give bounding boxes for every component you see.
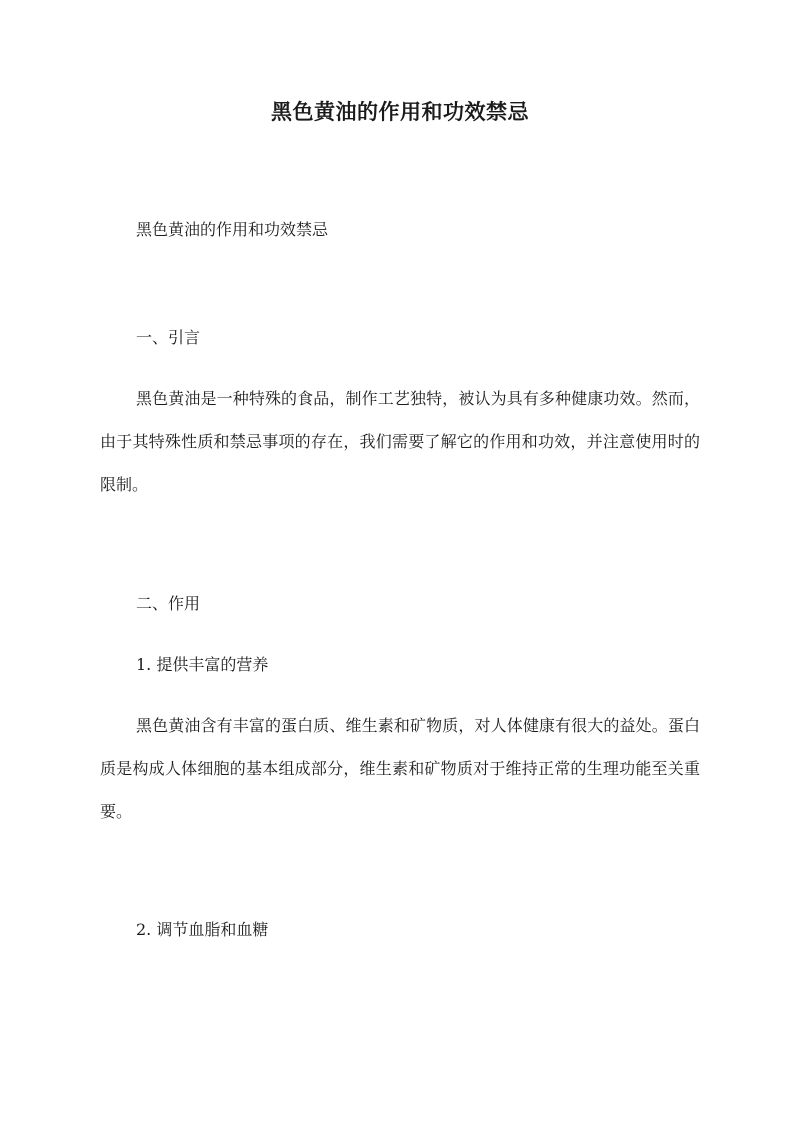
nutrition-paragraph: 黑色黄油含有丰富的蛋白质、维生素和矿物质，对人体健康有很大的益处。蛋白质是构成人体细胞的基本组成部分，维生素和矿物质对于维持正常的生理功能至关重要。 bbox=[100, 716, 700, 821]
section-heading-introduction: 一、引言 bbox=[136, 328, 201, 347]
document-subtitle: 黑色黄油的作用和功效禁忌 bbox=[136, 220, 329, 239]
section-heading-function: 二、作用 bbox=[136, 594, 201, 613]
document-title: 黑色黄油的作用和功效禁忌 bbox=[271, 99, 529, 124]
item-heading-nutrition: 1. 提供丰富的营养 bbox=[136, 655, 269, 674]
introduction-paragraph: 黑色黄油是一种特殊的食品，制作工艺独特，被认为具有多种健康功效。然而，由于其特殊性质和禁忌事项的存在，我们需要了解它的作用和功效，并注意使用时的限制。 bbox=[100, 389, 700, 494]
item-heading-blood-lipid: 2. 调节血脂和血糖 bbox=[136, 920, 269, 939]
